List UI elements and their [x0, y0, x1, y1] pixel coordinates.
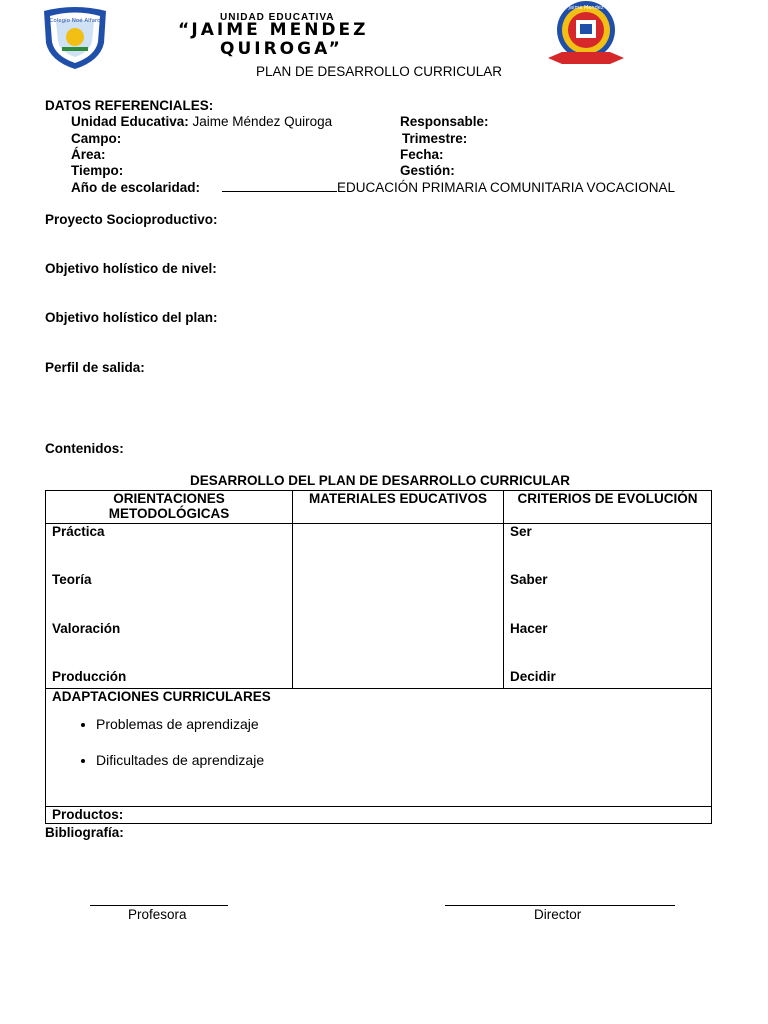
anio-value: EDUCACIÓN PRIMARIA COMUNITARIA VOCACIONAL	[337, 180, 676, 195]
responsable-label: Responsable:	[400, 114, 489, 129]
materiales-cell[interactable]	[293, 524, 504, 689]
objetivo-nivel-label: Objetivo holístico de nivel:	[45, 261, 217, 276]
adaptaciones-label: ADAPTACIONES CURRICULARES	[52, 689, 271, 704]
adaptaciones-row	[46, 689, 712, 807]
productos-row	[46, 807, 712, 824]
bibliografia-label: Bibliografía:	[45, 825, 124, 840]
criterio-ser: Ser	[510, 524, 532, 539]
signature-label-profesora: Profesora	[128, 907, 187, 922]
unidad-label: Unidad Educativa:	[71, 114, 189, 129]
school-logo-left	[40, 5, 110, 71]
table-row	[46, 524, 712, 689]
school-type: UNIDAD EDUCATIVA	[220, 12, 335, 23]
signature-line-left	[90, 905, 228, 906]
datos-heading: DATOS REFERENCIALES:	[45, 98, 214, 113]
criterio-saber: Saber	[510, 572, 548, 588]
right-logo-text: Jaime Mendez	[568, 5, 604, 11]
unidad-row	[71, 114, 332, 129]
col-header-criterios: CRITERIOS DE EVOLUCIÓN	[504, 491, 712, 524]
anio-label: Año de escolaridad:	[71, 180, 201, 195]
col-header-orientaciones: ORIENTACIONES METODOLÓGICAS	[46, 491, 293, 524]
perfil-label: Perfil de salida:	[45, 360, 145, 375]
orientacion-practica: Práctica	[52, 524, 105, 539]
orientacion-produccion: Producción	[52, 668, 127, 684]
left-logo-text: Colegio Noé Alfaro	[49, 18, 101, 24]
school-name-line1: “JAIME MENDEZ	[178, 20, 369, 40]
table-title: DESARROLLO DEL PLAN DE DESARROLLO CURRICULAR	[190, 473, 571, 488]
gestion-label: Gestión:	[400, 163, 455, 178]
campo-label: Campo:	[71, 131, 122, 146]
document-title: PLAN DE DESARROLLO CURRICULAR	[256, 64, 503, 79]
anio-value-row	[222, 180, 675, 195]
criterio-hacer: Hacer	[510, 620, 548, 636]
productos-label: Productos:	[46, 807, 712, 824]
adaptaciones-list	[52, 716, 705, 768]
adaptaciones-cell	[46, 689, 712, 807]
curricular-table	[45, 490, 712, 824]
anio-row	[71, 180, 200, 195]
proyecto-label: Proyecto Socioproductivo:	[45, 212, 218, 227]
criterios-cell	[504, 524, 712, 689]
col-header-materiales: MATERIALES EDUCATIVOS	[293, 491, 504, 524]
list-item: • Dificultades de aprendizaje	[96, 752, 705, 768]
area-label: Área:	[71, 147, 106, 162]
contenidos-label: Contenidos:	[45, 441, 124, 456]
list-item: • Problemas de aprendizaje	[96, 716, 705, 732]
objetivo-plan-label: Objetivo holístico del plan:	[45, 310, 218, 325]
signature-label-director: Director	[534, 907, 582, 922]
anio-blank-line	[222, 180, 337, 192]
orientaciones-cell	[46, 524, 293, 689]
tiempo-label: Tiempo:	[71, 163, 124, 178]
school-name-line2: QUIROGA”	[220, 39, 343, 59]
table-header-row	[46, 491, 712, 524]
criterio-decidir: Decidir	[510, 668, 556, 684]
fecha-label: Fecha:	[400, 147, 444, 162]
trimestre-label: Trimestre:	[402, 131, 468, 146]
unidad-value: Jaime Méndez Quiroga	[192, 114, 333, 129]
school-logo-right	[546, 0, 626, 70]
orientacion-teoria: Teoría	[52, 572, 92, 588]
signature-line-right	[445, 905, 675, 906]
orientacion-valoracion: Valoración	[52, 620, 121, 636]
